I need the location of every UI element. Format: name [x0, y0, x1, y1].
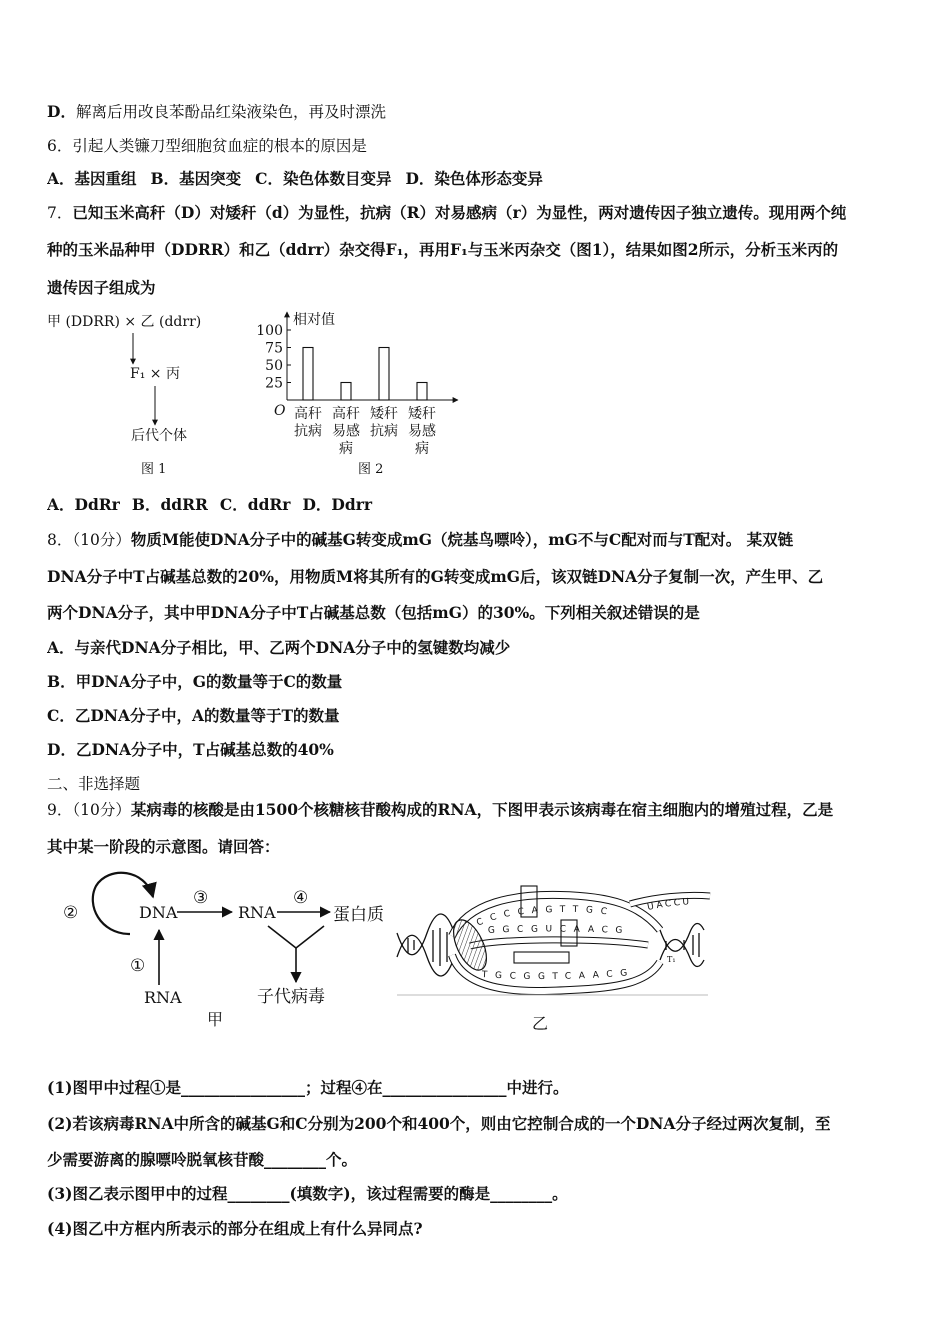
q6-option-a: A．基因重组	[47, 169, 137, 188]
q7-figures	[0, 300, 950, 490]
progeny-virus-label: 子代病毒	[257, 987, 325, 1007]
q9-subquestion-4: (4)图乙中方框内所表示的部分在组成上有什么异同点?	[47, 1219, 423, 1238]
q7-stem-text-1: 已知玉米高秆（D）对矮秆（d）为显性，抗病（R）对易感病（r）为显性，两对遗传因子独立遗传。现用两个纯	[72, 203, 847, 222]
rna-label: RNA	[238, 903, 276, 922]
q9-subquestion-2-line-2: 少需要游离的腺嘌呤脱氧核苷酸________个。	[47, 1150, 358, 1169]
q9-stem-line-2: 其中某一阶段的示意图。请回答：	[47, 837, 280, 856]
section-heading: 二、非选择题	[47, 775, 141, 793]
q8-option-c: C．乙DNA分子中，A的数量等于T的数量	[47, 706, 340, 725]
q9-subquestion-3: (3)图乙表示图甲中的过程________(填数字)，该过程需要的酶是________。	[47, 1184, 568, 1203]
q9-subquestion-1: (1)图甲中过程①是________________；过程④在________________中进行。	[47, 1078, 569, 1097]
figure-1-parents: 甲 (DDRR) × 乙 (ddrr)	[47, 314, 202, 330]
chart-origin-label: O	[274, 403, 286, 419]
q8-stem-line-3: 两个DNA分子，其中甲DNA分子中T占碱基总数（包括mG）的30%。下列相关叙述错误的是	[47, 603, 700, 622]
figure-2-chart	[256, 311, 458, 477]
step-4-label: ④	[293, 888, 309, 908]
q9-score: （10分）	[72, 801, 131, 819]
category-label-3-0: 矮秆	[408, 406, 436, 422]
bar-3	[417, 383, 427, 401]
q7-option-b: B．ddRR	[131, 495, 208, 514]
figure-1-caption: 图 1	[141, 462, 167, 477]
figure-jia	[63, 873, 384, 1029]
q7-option-c: C．ddRr	[219, 495, 291, 514]
category-label-2-0: 矮秆	[370, 406, 398, 422]
q7-stem-line-1	[47, 203, 846, 223]
q6-stem-text: 引起人类镰刀型细胞贫血症的根本的原因是	[72, 137, 367, 155]
y-tick-label-25: 25	[265, 375, 283, 392]
q6-stem	[47, 136, 367, 156]
q5-option-d-text: 解离后用改良苯酚品红染液染色，再及时漂洗	[75, 103, 386, 121]
y-tick-label-50: 50	[265, 358, 283, 374]
q7-option-d: D．Ddrr	[302, 495, 373, 514]
step-2-label: ②	[63, 903, 79, 923]
dna-label: DNA	[139, 903, 178, 922]
q9-number: 9．	[47, 801, 73, 819]
y-tick-label-100: 100	[256, 323, 283, 339]
q9-figures	[0, 860, 950, 1040]
category-label-3-2: 病	[415, 441, 429, 457]
q8-number: 8．	[47, 531, 73, 549]
rna-strand-text: GGCGUCAACG	[487, 924, 631, 937]
q8-option-b: B．甲DNA分子中，G的数量等于C的数量	[47, 672, 343, 691]
assembly-line-right	[296, 926, 324, 948]
q6-options	[47, 169, 557, 189]
bar-0	[303, 348, 313, 401]
rna-strand-bases	[488, 925, 630, 937]
category-label-1-2: 病	[339, 441, 353, 457]
figure-2-caption: 图 2	[358, 462, 384, 477]
q6-option-b: B．基因突变	[150, 169, 242, 188]
y-tick-label-75: 75	[265, 340, 283, 357]
template-strand-bases	[480, 968, 635, 982]
coding-strand-text: CCCCAGTTGC	[475, 904, 616, 929]
q5-option-d-label: D．	[47, 102, 76, 121]
rna-source-label: RNA	[144, 988, 182, 1007]
strand-label-t: T₁	[667, 955, 676, 964]
chart-marks	[256, 323, 436, 457]
bar-2	[379, 348, 389, 401]
q7-number: 7．	[47, 204, 73, 222]
q9-stem-text-1: 某病毒的核酸是由1500个核糖核苷酸构成的RNA，下图甲表示该病毒在宿主细胞内的增殖过程，乙是	[130, 800, 834, 819]
left-double-helix	[397, 914, 455, 976]
q5-option-d	[47, 102, 386, 122]
assembly-line-left	[268, 926, 296, 948]
q9-subquestion-2-line-1: (2)若该病毒RNA中所含的碱基G和C分别为200个和400个，则由它控制合成的一个DNA分子经过两次复制，至	[47, 1114, 831, 1133]
empty-rectangle	[514, 952, 569, 963]
figure-yi-caption: 乙	[532, 1014, 549, 1033]
figure-1	[47, 314, 201, 477]
category-label-1-0: 高秆	[332, 406, 360, 422]
q6-option-d: D．染色体形态变异	[405, 169, 543, 188]
figure-yi	[397, 886, 710, 1033]
category-label-0-0: 高秆	[294, 406, 322, 422]
chart-y-label: 相对值	[293, 312, 335, 328]
q8-stem-text-1: 物质M能使DNA分子中的碱基G转变成mG（烷基鸟嘌呤），mG不与C配对而与T配对。 某双链	[130, 530, 794, 549]
q7-options	[47, 495, 384, 515]
q8-score: （10分）	[72, 531, 131, 549]
figure-1-offspring: 后代个体	[131, 428, 187, 444]
q6-number: 6．	[47, 137, 73, 155]
q8-stem-line-1	[47, 530, 793, 550]
category-label-1-1: 易感	[332, 423, 360, 440]
figure-jia-caption: 甲	[207, 1010, 224, 1029]
exiting-rna-text: UACCU	[646, 897, 692, 913]
category-label-3-1: 易感	[408, 423, 436, 440]
q8-stem-line-2: DNA分子中T占碱基总数的20%，用物质M将其所有的G转变成mG后，该双链DNA分子复制一次，产生甲、乙	[47, 567, 824, 586]
q8-option-d: D．乙DNA分子中，T占碱基总数的40%	[47, 740, 334, 759]
q7-stem-line-3: 遗传因子组成为	[47, 278, 156, 297]
step-1-label: ①	[130, 956, 146, 976]
step-3-label: ③	[193, 888, 209, 908]
q7-option-a: A．DdRr	[47, 495, 120, 514]
q8-option-a: A．与亲代DNA分子相比，甲、乙两个DNA分子中的氢键数均减少	[47, 638, 511, 657]
figure-1-cross: F₁ × 丙	[130, 366, 180, 382]
q6-option-c: C．染色体数目变异	[255, 169, 392, 188]
category-label-0-1: 抗病	[294, 423, 322, 440]
bar-1	[341, 383, 351, 401]
q9-stem-line-1	[47, 800, 833, 820]
protein-label: 蛋白质	[333, 905, 384, 925]
q7-stem-line-2: 种的玉米品种甲（DDRR）和乙（ddrr）杂交得F₁，再用F₁与玉米丙杂交（图1），结果如图2所示，分析玉米丙的	[47, 240, 839, 259]
category-label-2-1: 抗病	[370, 423, 398, 440]
template-strand-text: TGCGGTCAACG	[481, 967, 636, 982]
